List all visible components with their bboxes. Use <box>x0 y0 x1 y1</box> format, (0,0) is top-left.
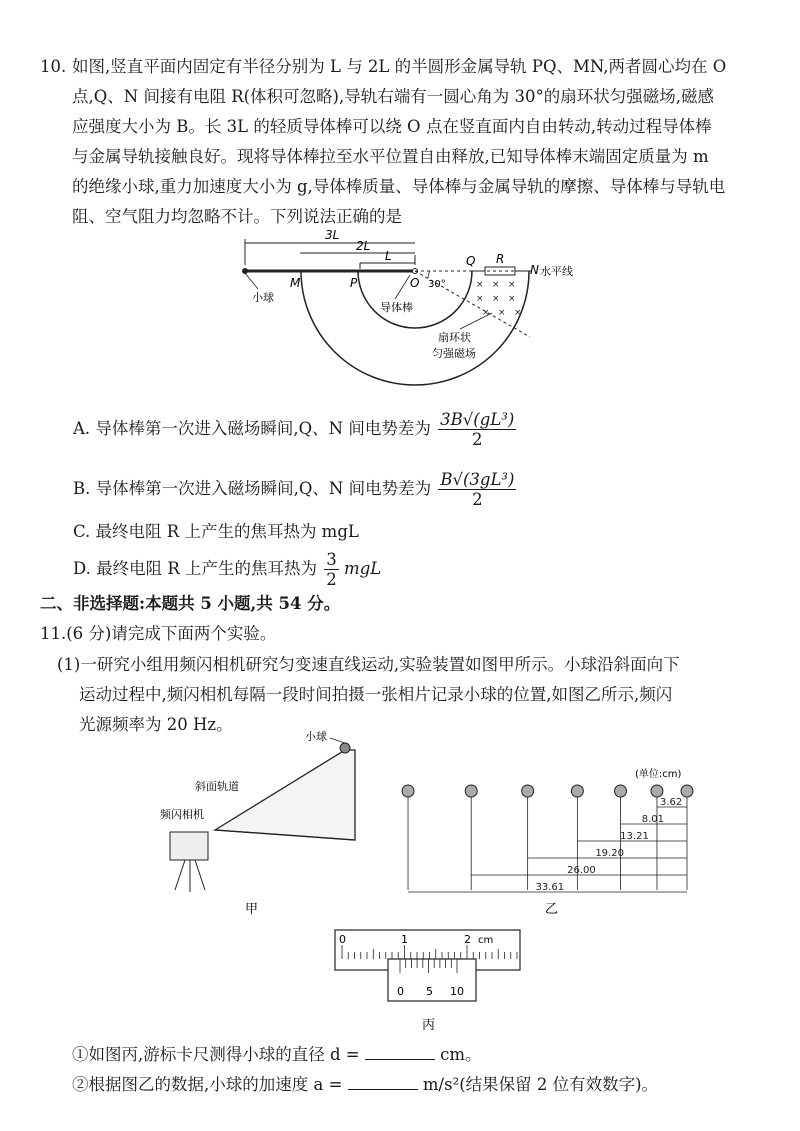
main-unit: cm <box>478 935 494 946</box>
ball-label: 小球 <box>252 291 274 304</box>
svg-text:×: × <box>476 294 484 304</box>
svg-text:×: × <box>508 294 516 304</box>
option-D[interactable]: D. 最终电阻 R 上产生的焦耳热为 $\frac{3}{2}$ mgL <box>73 550 382 589</box>
svg-text:×: × <box>492 294 500 304</box>
flash-ball <box>522 785 534 797</box>
q11-sub2: ②根据图乙的数据,小球的加速度 a = m/s²(结果保留 2 位有效数字)。 <box>72 1075 659 1094</box>
ball-label-jia: 小球 <box>305 730 327 743</box>
dim-3L: 3L <box>325 228 340 242</box>
angle-label: 30° <box>428 279 446 290</box>
q11-sub1: ①如图丙,游标卡尺测得小球的直径 d = cm。 <box>72 1045 482 1064</box>
flash-ball <box>402 785 414 797</box>
section-2-title: 二、非选择题:本题共 5 小题,共 54 分。 <box>40 594 341 613</box>
q10-line-6: 阻、空气阻力均忽略不计。下列说法正确的是 <box>72 207 402 226</box>
flash-ball <box>651 785 663 797</box>
flash-ball <box>465 785 477 797</box>
vernier-tick-10: 10 <box>450 985 464 998</box>
vernier-tick-0: 0 <box>397 985 404 998</box>
ball-on-track <box>340 743 350 753</box>
fig-jia-incline <box>160 730 380 920</box>
camera-label: 频闪相机 <box>160 808 204 821</box>
horizontal-label: 水平线 <box>540 265 573 278</box>
distance-label: 33.61 <box>535 882 565 893</box>
main-tick-1: 1 <box>401 933 408 946</box>
q10-line-4: 与金属导轨接触良好。现将导体棒拉至水平位置自由释放,已知导体棒末端固定质量为 m <box>72 147 709 166</box>
caption-yi: 乙 <box>545 902 559 917</box>
label-P: P <box>350 276 358 290</box>
main-tick-2: 2 <box>464 933 471 946</box>
field-label-2: 匀强磁场 <box>432 347 476 360</box>
flash-ball <box>615 785 627 797</box>
label-R: R <box>496 252 505 266</box>
answer-blank-a[interactable] <box>348 1075 418 1090</box>
svg-text:×: × <box>476 280 484 290</box>
distance-label: 8.01 <box>641 814 665 825</box>
vernier-tick-5: 5 <box>426 985 433 998</box>
option-C[interactable]: C. 最终电阻 R 上产生的焦耳热为 mgL <box>73 522 359 541</box>
distance-label: 13.21 <box>620 831 649 842</box>
dim-L: L <box>385 249 392 263</box>
svg-text:×: × <box>482 308 490 318</box>
option-B[interactable]: B. 导体棒第一次进入磁场瞬间,Q、N 间电势差为 $\frac{\text{B√(3gL³)}}{2}$ <box>73 470 515 509</box>
fig-bing-caliper <box>330 925 530 1035</box>
dim-2L: 2L <box>356 239 371 253</box>
distance-label: 26.00 <box>567 865 596 876</box>
label-O: O <box>410 276 420 290</box>
label-M: M <box>290 276 301 290</box>
flash-ball <box>681 785 693 797</box>
rod-label: 导体棒 <box>380 301 413 314</box>
question-11-header: 11.(6 分)请完成下面两个实验。 <box>40 624 277 643</box>
q10-line-1: 10. 如图,竖直平面内固定有半径分别为 L 与 2L 的半圆形金属导轨 PQ、MN,两者圆心均在 O <box>40 52 780 82</box>
svg-text:×: × <box>498 308 506 318</box>
track-label: 斜面轨道 <box>195 780 239 793</box>
svg-text:×: × <box>508 280 516 290</box>
main-tick-0: 0 <box>339 933 346 946</box>
q10-line-2: 点,Q、N 间接有电阻 R(体积可忽略),导轨右端有一圆心角为 30°的扇环状匀强磁场,磁感 <box>72 87 714 106</box>
q10-line-3: 应强度大小为 B。长 3L 的轻质导体棒可以绕 O 点在竖直面内自由转动,转动过程导体棒 <box>72 117 712 136</box>
question-10-stem <box>40 52 780 232</box>
camera-icon <box>170 832 208 860</box>
q10-rail-figure <box>230 225 630 395</box>
distance-label: 3.62 <box>659 797 683 808</box>
answer-blank-d[interactable] <box>365 1045 435 1060</box>
flash-ball <box>571 785 583 797</box>
unit-label: (单位:cm) <box>635 769 682 780</box>
incline-track <box>215 750 355 840</box>
distance-label: 19.20 <box>595 848 624 859</box>
caption-jia: 甲 <box>245 902 259 917</box>
field-crosses <box>476 280 522 318</box>
q11-part1: (1)一研究小组用频闪相机研究匀变速直线运动,实验装置如图甲所示。小球沿斜面向下 运动过程中,频闪相机每隔一段时间拍摄一张相片记录小球的位置,如图乙所示,频闪 光源频率为 20 Hz。 <box>57 655 680 734</box>
svg-text:×: × <box>492 280 500 290</box>
field-label-1: 扇环状 <box>438 331 471 344</box>
svg-text:×: × <box>514 308 522 318</box>
q10-line-5: 的绝缘小球,重力加速度大小为 g,导体棒质量、导体棒与金属导轨的摩擦、导体棒与导轨电 <box>72 177 726 196</box>
q10-number: 10. <box>40 57 67 76</box>
caption-bing: 丙 <box>422 1018 436 1033</box>
label-N: N <box>530 263 539 277</box>
option-A[interactable]: A. 导体棒第一次进入磁场瞬间,Q、N 间电势差为 $\frac{\text{3B√(gL³)}}{2}$ <box>73 410 515 449</box>
label-Q: Q <box>466 254 476 268</box>
fig-yi-flash-photo <box>395 765 715 920</box>
